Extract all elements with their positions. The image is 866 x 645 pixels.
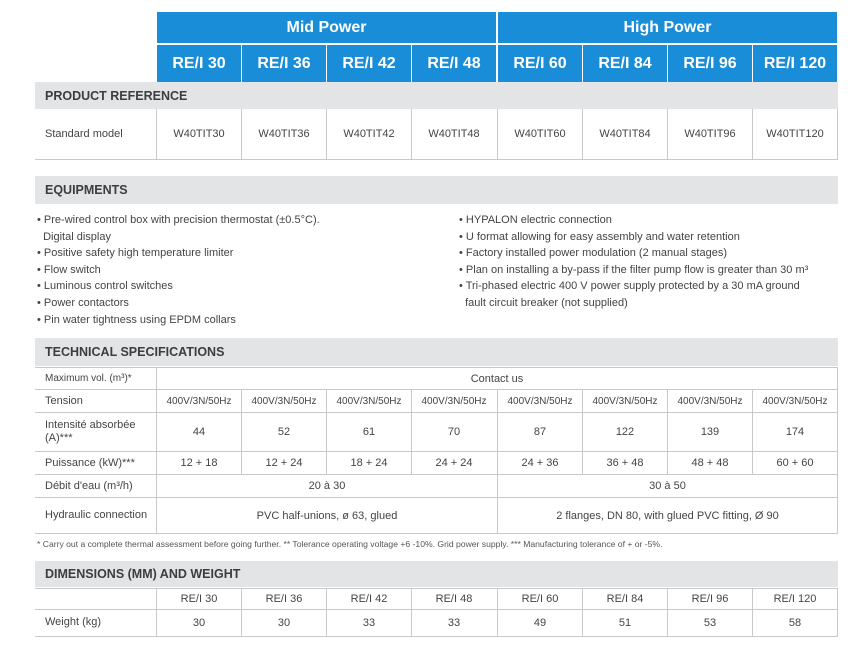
row-divider (35, 159, 838, 160)
standard-model-cell: W40TIT84 (599, 128, 651, 140)
model-header-cell: RE/I 120 (753, 45, 837, 82)
standard-model-cell: W40TIT30 (173, 128, 225, 140)
model-header-cell: RE/I 42 (327, 45, 411, 82)
debit-label: Débit d'eau (m³/h) (45, 479, 133, 492)
column-divider (497, 474, 498, 533)
section-dimensions: DIMENSIONS (MM) AND WEIGHT (35, 561, 838, 587)
equipment-item: • Pin water tightness using EPDM collars (37, 313, 236, 326)
mid-power-header: Mid Power (157, 12, 496, 43)
equipment-item: • Luminous control switches (37, 280, 173, 293)
puissance-cell: 36 + 48 (606, 457, 644, 469)
hydraulic-high-value: 2 flanges, DN 80, with glued PVC fitting, Ø 90 (556, 509, 779, 522)
standard-model-label: Standard model (45, 127, 123, 140)
dimensions-model-cell: RE/I 48 (435, 593, 473, 605)
equipment-item: • Flow switch (37, 263, 101, 276)
column-divider (241, 109, 242, 159)
column-divider (752, 389, 753, 474)
column-divider (582, 588, 583, 636)
equipment-item: • HYPALON electric connection (459, 214, 612, 226)
puissance-cell: 24 + 24 (435, 457, 473, 469)
puissance-label: Puissance (kW)*** (45, 456, 135, 469)
column-divider (326, 588, 327, 636)
column-divider (156, 367, 157, 533)
tension-cell: 400V/3N/50Hz (421, 395, 487, 407)
model-header-cell: RE/I 84 (583, 45, 667, 82)
intensite-cell: 174 (785, 426, 805, 438)
standard-model-cell: W40TIT96 (684, 128, 736, 140)
column-divider (411, 389, 412, 474)
tension-cell: 400V/3N/50Hz (762, 395, 828, 407)
intensite-cell: 87 (533, 426, 547, 438)
column-divider (497, 389, 498, 474)
tension-cell: 400V/3N/50Hz (251, 395, 317, 407)
column-divider (837, 367, 838, 533)
weight-cell: 49 (533, 616, 547, 629)
section-equipments: EQUIPMENTS (35, 176, 838, 204)
section-product-reference: PRODUCT REFERENCE (35, 82, 838, 109)
weight-cell: 30 (277, 616, 291, 629)
column-divider (411, 588, 412, 636)
weight-cell: 53 (703, 616, 717, 629)
column-divider (582, 389, 583, 474)
weight-cell: 33 (362, 616, 376, 629)
hydraulic-label: Hydraulic connection (45, 509, 148, 521)
model-header-cell: RE/I 60 (498, 45, 582, 82)
intensite-label-line2: (A)*** (45, 432, 73, 444)
column-divider (582, 109, 583, 159)
model-header-cell: RE/I 36 (242, 45, 326, 82)
dimensions-model-cell: RE/I 60 (521, 593, 559, 605)
column-divider (411, 109, 412, 159)
intensite-cell: 70 (447, 426, 461, 438)
standard-model-cell: W40TIT60 (514, 128, 566, 140)
column-divider (326, 109, 327, 159)
hydraulic-mid-value: PVC half-unions, ø 63, glued (256, 509, 398, 522)
intensite-label-line1: Intensité absorbée (45, 419, 136, 431)
model-header-cell: RE/I 30 (157, 45, 241, 82)
high-power-header: High Power (498, 12, 837, 43)
weight-cell: 58 (788, 616, 802, 629)
dimensions-model-cell: RE/I 84 (606, 593, 644, 605)
equipment-item: fault circuit breaker (not supplied) (459, 297, 628, 309)
max-volume-label: Maximum vol. (m³)* (45, 373, 132, 384)
tension-cell: 400V/3N/50Hz (592, 395, 658, 407)
puissance-cell: 48 + 48 (691, 457, 729, 469)
intensite-cell: 44 (192, 426, 206, 438)
standard-model-cell: W40TIT42 (343, 128, 395, 140)
max-volume-value: Contact us (470, 372, 524, 385)
dimensions-model-cell: RE/I 120 (773, 593, 817, 605)
intensite-label (45, 413, 136, 451)
dimensions-model-cell: RE/I 96 (691, 593, 729, 605)
column-divider (241, 588, 242, 636)
weight-cell: 33 (447, 616, 461, 629)
column-divider (497, 109, 498, 159)
column-divider (667, 588, 668, 636)
tension-label: Tension (45, 394, 83, 407)
section-technical-specifications: TECHNICAL SPECIFICATIONS (35, 338, 838, 366)
tension-cell: 400V/3N/50Hz (166, 395, 232, 407)
equipment-item: Digital display (37, 230, 111, 243)
puissance-cell: 12 + 18 (180, 457, 218, 469)
model-header-cell: RE/I 96 (668, 45, 752, 82)
model-header-cell: RE/I 48 (412, 45, 496, 82)
dimensions-model-cell: RE/I 36 (265, 593, 303, 605)
intensite-cell: 139 (700, 426, 720, 438)
column-divider (497, 588, 498, 636)
column-divider (667, 109, 668, 159)
equipment-item: • Factory installed power modulation (2 manual stages) (459, 247, 727, 260)
equipment-item: • Tri-phased electric 400 V power supply protected by a 30 mA ground (459, 280, 800, 293)
tension-cell: 400V/3N/50Hz (336, 395, 402, 407)
footnote: * Carry out a complete thermal assessment before going further. ** Tolerance operating voltage +6 -10%. Grid power supply. *** Manufacturing tolerance of + or -5%. (37, 539, 663, 549)
equipment-item: • Pre-wired control box with precision thermostat (±0.5°C). (37, 214, 320, 226)
column-divider (241, 389, 242, 474)
equipment-item: • U format allowing for easy assembly and water retention (459, 230, 740, 243)
debit-high-value: 30 à 50 (649, 480, 686, 492)
equipment-item: • Positive safety high temperature limiter (37, 247, 234, 260)
puissance-cell: 12 + 24 (265, 457, 303, 469)
puissance-cell: 18 + 24 (350, 457, 388, 469)
column-divider (837, 588, 838, 636)
equipment-item: • Power contactors (37, 297, 129, 309)
standard-model-cell: W40TIT48 (428, 128, 480, 140)
debit-mid-value: 20 à 30 (308, 480, 346, 492)
standard-model-cell: W40TIT120 (766, 128, 824, 140)
column-divider (156, 588, 157, 636)
weight-cell: 51 (618, 616, 632, 629)
puissance-cell: 60 + 60 (776, 457, 814, 469)
column-divider (837, 109, 838, 159)
column-divider (667, 389, 668, 474)
intensite-cell: 61 (362, 426, 376, 438)
column-divider (752, 588, 753, 636)
weight-cell: 30 (192, 616, 206, 629)
column-divider (326, 389, 327, 474)
equipment-item: • Plan on installing a by-pass if the filter pump flow is greater than 30 m³ (459, 263, 809, 276)
intensite-cell: 122 (615, 426, 635, 438)
dimensions-model-cell: RE/I 42 (350, 593, 388, 605)
row-divider (35, 636, 838, 637)
tension-cell: 400V/3N/50Hz (507, 395, 573, 407)
row-divider (35, 533, 838, 534)
weight-label: Weight (kg) (45, 616, 102, 628)
tension-cell: 400V/3N/50Hz (677, 395, 743, 407)
intensite-cell: 52 (277, 426, 291, 438)
column-divider (752, 109, 753, 159)
dimensions-model-cell: RE/I 30 (180, 593, 218, 605)
standard-model-cell: W40TIT36 (258, 128, 310, 140)
column-divider (156, 109, 157, 159)
puissance-cell: 24 + 36 (521, 457, 559, 469)
